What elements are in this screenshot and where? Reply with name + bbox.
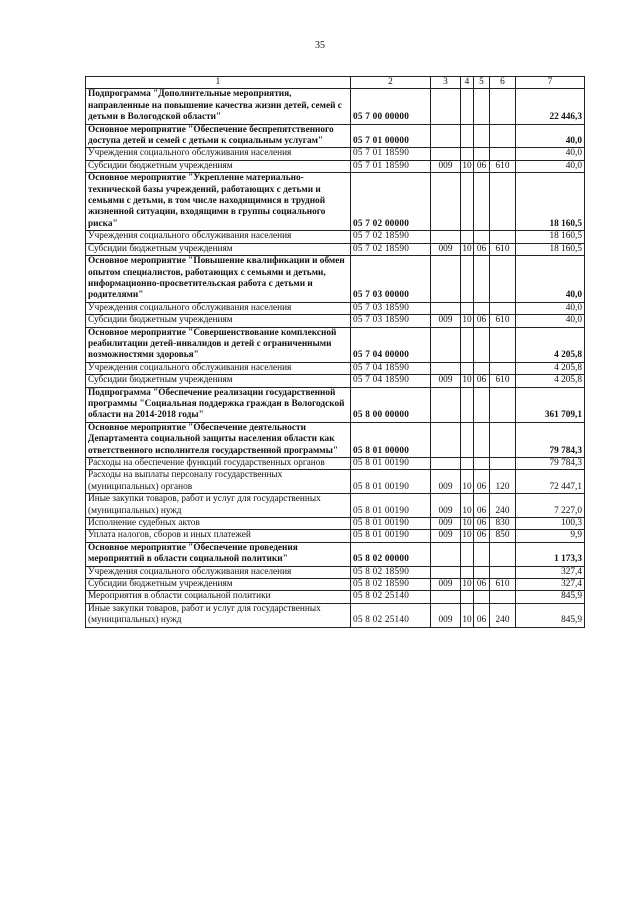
row-ministry-cell: 009	[431, 470, 461, 494]
row-ministry-cell	[431, 458, 461, 470]
row-subsection-cell: 06	[474, 494, 490, 518]
table-row	[86, 387, 585, 422]
row-expense-type-cell: 610	[490, 243, 516, 255]
row-amount-cell: 327,4	[516, 579, 585, 591]
row-section-cell: 10	[461, 494, 474, 518]
row-amount-cell: 845,9	[516, 591, 585, 603]
row-section-cell	[461, 173, 474, 231]
row-code-cell: 05 8 01 00190	[351, 518, 431, 530]
row-subsection-cell	[474, 89, 490, 124]
row-name-cell: Основное мероприятие "Совершенствование комплексной реабилитации детей-инвалидов и детей с ограниченными возможностями здоровья"	[86, 327, 351, 362]
row-expense-type-cell: 240	[490, 603, 516, 627]
row-section-cell: 10	[461, 470, 474, 494]
row-ministry-cell	[431, 148, 461, 160]
row-name-cell: Иные закупки товаров, работ и услуг для государственных (муниципальных) нужд	[86, 494, 351, 518]
row-ministry-cell: 009	[431, 315, 461, 327]
row-section-cell	[461, 89, 474, 124]
row-code-cell: 05 7 04 00000	[351, 327, 431, 362]
row-amount-cell: 4 205,8	[516, 362, 585, 374]
row-subsection-cell: 06	[474, 470, 490, 494]
table-row	[86, 160, 585, 172]
row-name-cell: Учреждения социального обслуживания населения	[86, 231, 351, 243]
row-code-cell: 05 8 02 00000	[351, 542, 431, 566]
row-ministry-cell	[431, 566, 461, 578]
row-subsection-cell	[474, 124, 490, 148]
row-name-cell: Мероприятия в области социальной политики	[86, 591, 351, 603]
row-code-cell: 05 7 04 18590	[351, 375, 431, 387]
row-ministry-cell	[431, 591, 461, 603]
row-subsection-cell	[474, 327, 490, 362]
page-number: 35	[315, 40, 325, 51]
row-section-cell	[461, 362, 474, 374]
row-code-cell: 05 7 03 18590	[351, 315, 431, 327]
row-code-cell: 05 7 02 00000	[351, 173, 431, 231]
row-subsection-cell: 06	[474, 375, 490, 387]
row-expense-type-cell	[490, 231, 516, 243]
row-expense-type-cell: 610	[490, 375, 516, 387]
row-expense-type-cell	[490, 173, 516, 231]
row-amount-cell: 18 160,5	[516, 243, 585, 255]
row-name-cell: Учреждения социального обслуживания населения	[86, 362, 351, 374]
row-section-cell	[461, 422, 474, 457]
row-name-cell: Субсидии бюджетным учреждениям	[86, 315, 351, 327]
row-subsection-cell	[474, 566, 490, 578]
row-subsection-cell	[474, 256, 490, 303]
row-subsection-cell	[474, 458, 490, 470]
row-amount-cell: 40,0	[516, 148, 585, 160]
table-row	[86, 566, 585, 578]
row-amount-cell: 327,4	[516, 566, 585, 578]
table-row	[86, 243, 585, 255]
row-ministry-cell: 009	[431, 243, 461, 255]
row-subsection-cell: 06	[474, 518, 490, 530]
row-ministry-cell: 009	[431, 530, 461, 542]
row-expense-type-cell	[490, 362, 516, 374]
row-code-cell: 05 8 01 00190	[351, 494, 431, 518]
row-section-cell: 10	[461, 603, 474, 627]
row-name-cell: Основное мероприятие "Повышение квалификации и обмен опытом специалистов, работающих с семьями и детьми, информационно-просветительская работа с детьми и родителями"	[86, 256, 351, 303]
row-expense-type-cell	[490, 387, 516, 422]
row-amount-cell: 9,9	[516, 530, 585, 542]
row-amount-cell: 1 173,3	[516, 542, 585, 566]
table-row	[86, 327, 585, 362]
table-row	[86, 470, 585, 494]
table-row	[86, 89, 585, 124]
row-subsection-cell: 06	[474, 579, 490, 591]
row-expense-type-cell	[490, 148, 516, 160]
row-expense-type-cell	[490, 566, 516, 578]
row-expense-type-cell	[490, 302, 516, 314]
row-name-cell: Уплата налогов, сборов и иных платежей	[86, 530, 351, 542]
header-cell: 7	[516, 77, 585, 89]
row-code-cell: 05 8 01 00000	[351, 422, 431, 457]
row-name-cell: Субсидии бюджетным учреждениям	[86, 160, 351, 172]
table-row	[86, 603, 585, 627]
row-section-cell	[461, 124, 474, 148]
row-amount-cell: 361 709,1	[516, 387, 585, 422]
row-section-cell: 10	[462, 315, 472, 326]
table-row	[86, 375, 585, 387]
row-expense-type-cell: 240	[490, 494, 516, 518]
row-ministry-cell	[431, 302, 461, 314]
table-row	[86, 458, 585, 470]
row-amount-cell: 22 446,3	[516, 89, 585, 124]
table-row	[86, 518, 585, 530]
budget-table	[85, 76, 585, 628]
row-ministry-cell: 009	[431, 494, 461, 518]
row-code-cell: 05 7 00 00000	[351, 89, 431, 124]
row-ministry-cell	[431, 542, 461, 566]
row-ministry-cell	[431, 387, 461, 422]
row-section-cell	[461, 302, 474, 314]
row-code-cell: 05 7 01 00000	[351, 124, 431, 148]
row-subsection-cell: 06	[474, 530, 490, 542]
row-ministry-cell: 009	[431, 603, 461, 627]
row-amount-cell: 40,0	[516, 315, 585, 327]
row-code-cell: 05 8 02 25140	[351, 591, 431, 603]
row-name-cell: Основное мероприятие "Обеспечение беспрепятственного доступа детей и семей с детьми к социальным услугам"	[86, 124, 351, 148]
row-name-cell: Учреждения социального обслуживания населения	[86, 302, 351, 314]
row-name-cell: Субсидии бюджетным учреждениям	[86, 375, 351, 387]
row-expense-type-cell: 120	[490, 470, 516, 494]
row-section-cell	[461, 231, 474, 243]
row-section-cell	[461, 542, 474, 566]
row-section-cell	[461, 148, 474, 160]
row-code-cell: 05 8 01 00190	[351, 470, 431, 494]
table-row	[86, 422, 585, 457]
row-subsection-cell	[474, 542, 490, 566]
row-expense-type-cell: 610	[490, 315, 516, 327]
row-name-cell: Учреждения социального обслуживания населения	[86, 566, 351, 578]
row-name-cell: Расходы на выплаты персоналу государственных (муниципальных) органов	[86, 470, 351, 494]
row-section-cell	[461, 566, 474, 578]
row-code-cell: 05 8 02 25140	[351, 603, 431, 627]
row-subsection-cell: 06	[474, 315, 490, 327]
row-expense-type-cell	[490, 542, 516, 566]
row-amount-cell: 18 160,5	[516, 173, 585, 231]
row-amount-cell: 79 784,3	[516, 422, 585, 457]
row-section-cell: 10	[462, 518, 472, 529]
header-cell: 2	[351, 77, 431, 89]
row-amount-cell: 100,3	[516, 518, 585, 530]
header-cell: 4	[461, 77, 474, 89]
row-section-cell	[461, 387, 474, 422]
row-subsection-cell: 06	[474, 243, 490, 255]
row-subsection-cell	[474, 231, 490, 243]
row-amount-cell: 40,0	[516, 124, 585, 148]
row-code-cell: 05 8 02 18590	[351, 566, 431, 578]
row-section-cell	[461, 458, 474, 470]
row-name-cell: Субсидии бюджетным учреждениям	[86, 243, 351, 255]
table-row	[86, 124, 585, 148]
row-expense-type-cell	[490, 422, 516, 457]
row-name-cell: Основное мероприятие "Укрепление материально-технической базы учреждений, работающих с детьми и семьями с детьми, в том числе находящимися в трудной жизненной ситуации, входящими в группы социального риска"	[86, 173, 351, 231]
row-code-cell: 05 8 00 00000	[351, 387, 431, 422]
row-expense-type-cell	[490, 256, 516, 303]
row-section-cell: 10	[462, 375, 472, 386]
row-name-cell: Подпрограмма "Обеспечение реализации государственной программы "Социальная поддержка граждан в Вологодской области на 2014-2018 годы"	[86, 387, 351, 422]
row-amount-cell: 4 205,8	[516, 327, 585, 362]
row-subsection-cell	[474, 302, 490, 314]
row-amount-cell: 18 160,5	[516, 231, 585, 243]
row-expense-type-cell: 610	[490, 579, 516, 591]
row-amount-cell: 40,0	[516, 160, 585, 172]
table-row	[86, 362, 585, 374]
row-subsection-cell	[474, 173, 490, 231]
row-subsection-cell: 06	[474, 603, 490, 627]
row-ministry-cell: 009	[431, 160, 461, 172]
row-code-cell: 05 8 02 18590	[351, 579, 431, 591]
header-cell: 5	[474, 77, 490, 89]
header-cell: 1	[86, 77, 351, 89]
row-amount-cell: 79 784,3	[516, 458, 585, 470]
row-subsection-cell: 06	[474, 160, 490, 172]
row-section-cell: 10	[462, 160, 472, 171]
row-expense-type-cell	[490, 89, 516, 124]
row-expense-type-cell	[490, 458, 516, 470]
row-ministry-cell	[431, 362, 461, 374]
row-code-cell: 05 7 01 18590	[351, 148, 431, 160]
row-name-cell: Основное мероприятие "Обеспечение деятельности Департамента социальной защиты населения области как ответственного исполнителя государственной программы"	[86, 422, 351, 457]
row-amount-cell: 7 227,0	[516, 494, 585, 518]
row-expense-type-cell: 610	[490, 160, 516, 172]
table-row	[86, 302, 585, 314]
row-ministry-cell: 009	[431, 518, 461, 530]
row-ministry-cell	[431, 327, 461, 362]
row-expense-type-cell	[490, 327, 516, 362]
row-name-cell: Подпрограмма "Дополнительные мероприятия, направленные на повышение качества жизни детей, семей с детьми в Вологодской области"	[86, 89, 351, 124]
row-amount-cell: 845,9	[516, 603, 585, 627]
row-code-cell: 05 8 01 00190	[351, 458, 431, 470]
row-ministry-cell	[431, 231, 461, 243]
row-subsection-cell	[474, 422, 490, 457]
table-row	[86, 494, 585, 518]
header-cell: 3	[431, 77, 461, 89]
row-expense-type-cell	[490, 124, 516, 148]
row-section-cell: 10	[462, 530, 472, 541]
row-name-cell: Исполнение судебных актов	[86, 518, 351, 530]
table-row	[86, 231, 585, 243]
table-header-row	[86, 77, 585, 89]
table-row	[86, 542, 585, 566]
row-name-cell: Основное мероприятие "Обеспечение проведения мероприятий в области социальной политики"	[86, 542, 351, 566]
row-code-cell: 05 8 01 00190	[351, 530, 431, 542]
row-expense-type-cell: 830	[490, 518, 516, 530]
row-name-cell: Учреждения социального обслуживания населения	[86, 148, 351, 160]
row-subsection-cell	[474, 148, 490, 160]
row-name-cell: Иные закупки товаров, работ и услуг для государственных (муниципальных) нужд	[86, 603, 351, 627]
row-amount-cell: 40,0	[516, 256, 585, 303]
row-expense-type-cell	[490, 591, 516, 603]
row-section-cell	[461, 256, 474, 303]
row-name-cell: Субсидии бюджетным учреждениям	[86, 579, 351, 591]
row-section-cell	[461, 327, 474, 362]
table-row	[86, 315, 585, 327]
table-row	[86, 256, 585, 303]
row-amount-cell: 72 447,1	[516, 470, 585, 494]
row-ministry-cell	[431, 89, 461, 124]
row-ministry-cell: 009	[431, 579, 461, 591]
row-ministry-cell	[431, 256, 461, 303]
table-row	[86, 148, 585, 160]
table-row	[86, 591, 585, 603]
row-name-cell: Расходы на обеспечение функций государственных органов	[86, 458, 351, 470]
row-code-cell: 05 7 03 00000	[351, 256, 431, 303]
row-ministry-cell	[431, 124, 461, 148]
row-code-cell: 05 7 02 18590	[351, 243, 431, 255]
row-subsection-cell	[474, 362, 490, 374]
row-ministry-cell	[431, 173, 461, 231]
table-row	[86, 579, 585, 591]
row-subsection-cell	[474, 591, 490, 603]
header-cell: 6	[490, 77, 516, 89]
row-ministry-cell: 009	[431, 375, 461, 387]
row-amount-cell: 4 205,8	[516, 375, 585, 387]
row-code-cell: 05 7 04 18590	[351, 362, 431, 374]
row-expense-type-cell: 850	[490, 530, 516, 542]
row-section-cell: 10	[462, 579, 472, 590]
row-section-cell: 10	[462, 243, 472, 254]
table-row	[86, 530, 585, 542]
table-row	[86, 173, 585, 231]
row-ministry-cell	[431, 422, 461, 457]
row-code-cell: 05 7 01 18590	[351, 160, 431, 172]
row-amount-cell: 40,0	[516, 302, 585, 314]
row-subsection-cell	[474, 387, 490, 422]
row-section-cell	[461, 591, 474, 603]
row-code-cell: 05 7 02 18590	[351, 231, 431, 243]
row-code-cell: 05 7 03 18590	[351, 302, 431, 314]
